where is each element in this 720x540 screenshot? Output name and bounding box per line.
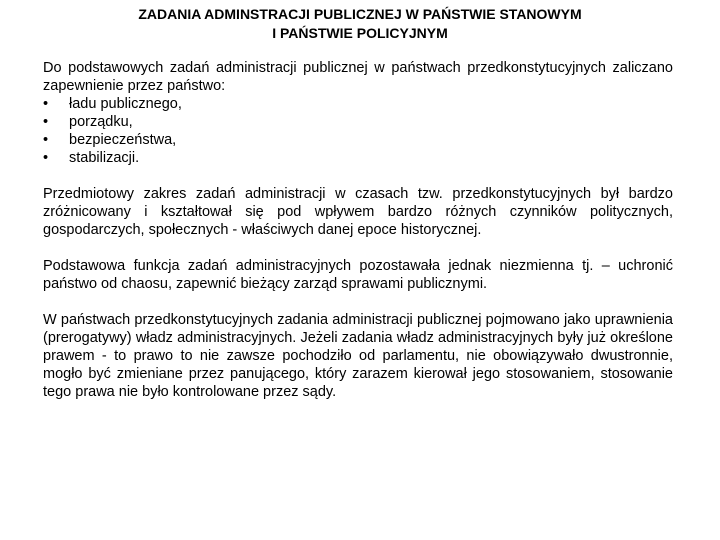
list-item bbox=[43, 149, 673, 167]
body-paragraph-scope: Przedmiotowy zakres zadań administracji w czasach tzw. przedkonstytucyjnych był bardzo zróżnicowany i kształtował się pod wpływem bardzo różnych czynników politycznych, gospodarczych, społecznych - właściwych danej epoce historycznej. bbox=[43, 186, 673, 238]
list-item-text: stabilizacji. bbox=[69, 150, 140, 166]
intro-paragraph: Do podstawowych zadań administracji publicznej w państwach przedkonstytucyjnych zaliczano zapewnienie przez państwo: bbox=[43, 60, 673, 94]
document-body bbox=[43, 59, 673, 401]
list-item bbox=[43, 131, 673, 149]
list-item-text: porządku, bbox=[69, 114, 133, 130]
bullet-icon: • bbox=[43, 114, 49, 130]
bullet-icon: • bbox=[43, 96, 49, 112]
list-item-text: bezpieczeństwa, bbox=[69, 132, 177, 148]
list-item-text: ładu publicznego, bbox=[69, 96, 182, 112]
list-item bbox=[43, 95, 673, 113]
list-item bbox=[43, 113, 673, 131]
title-line-1: ZADANIA ADMINSTRACJI PUBLICZNEJ W PAŃSTWIE STANOWYM bbox=[138, 6, 582, 22]
bullet-list bbox=[43, 95, 673, 167]
title-line-2: I PAŃSTWIE POLICYJNYM bbox=[272, 25, 448, 41]
bullet-icon: • bbox=[43, 132, 49, 148]
bullet-icon: • bbox=[43, 150, 49, 166]
body-paragraph-function: Podstawowa funkcja zadań administracyjnych pozostawała jednak niezmienna tj. – uchronić państwo od chaosu, zapewnić bieżący zarząd sprawami publicznymi. bbox=[43, 258, 673, 292]
body-paragraph-prerogatives: W państwach przedkonstytucyjnych zadania administracji publicznej pojmowano jako uprawnienia (prerogatywy) władz administracyjnych. Jeżeli zadania władz administracyjnych były już określone prawem - to prawo to nie zawsze pochodziło od parlamentu, nie obowiązywało dwustronnie, mogło być zmieniane przez panującego, który zarazem kierował jego stosowaniem, stosowanie tego prawa nie było kontrolowane przez sądy. bbox=[43, 312, 673, 400]
page-title bbox=[0, 5, 720, 43]
